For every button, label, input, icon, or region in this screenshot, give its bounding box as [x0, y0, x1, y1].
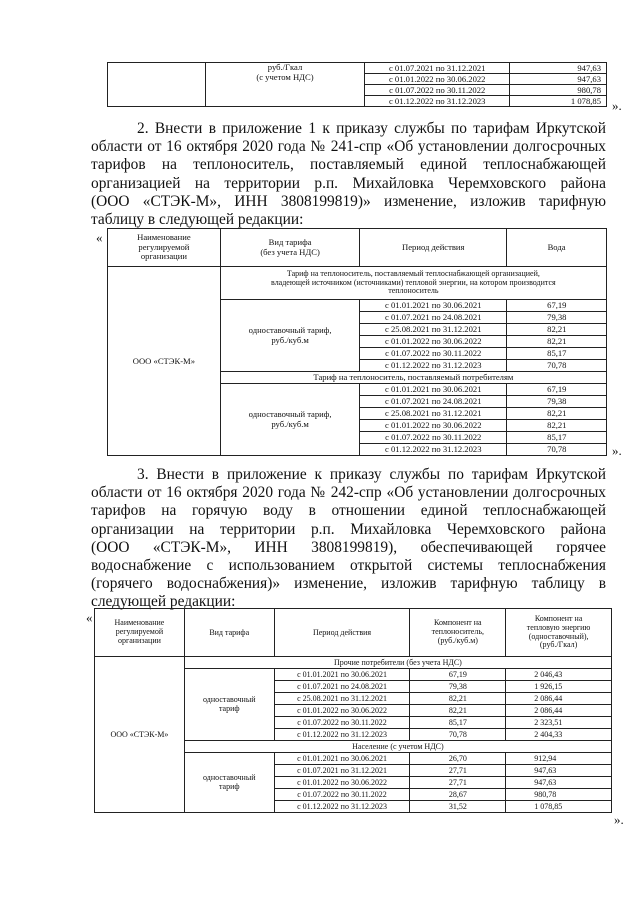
component-2-cell: 2 323,51 [506, 717, 612, 729]
paragraph-line: (ООО «СТЭК-М», ИНН 3808199819)» изменение, изложив тарифную [91, 192, 606, 210]
table3-open-quote: « [86, 610, 93, 625]
period-cell: с 01.01.2022 по 30.06.2022 [360, 336, 507, 348]
paragraph-line: следующей редакции: [91, 593, 236, 611]
org-name-cell: ООО «СТЭК-М» [108, 267, 221, 456]
value-cell: 82,21 [507, 324, 607, 336]
period-cell: с 01.01.2021 по 30.06.2021 [360, 384, 507, 396]
paragraph-line: (горячего водоснабжения)» изменение, изложив тарифную таблицу в [91, 575, 606, 593]
section-heading: Тариф на теплоноситель, поставляемый теплоснабжающей организацией, владеющей источником (источниками) тепловой энергии, на котором производится теплоноситель [220, 267, 606, 300]
component-2-cell: 912,94 [506, 753, 612, 765]
component-1-cell: 31,52 [410, 801, 506, 813]
paragraph-line: водоснабжение с использованием открытой системы теплоснабжения [91, 557, 606, 575]
value-cell: 82,21 [507, 336, 607, 348]
paragraph-line: организацией на территории р.п. Михайловка Черемховского района [91, 174, 606, 192]
tariff-type-cell: одноставочный тариф, руб./куб.м [220, 300, 360, 372]
period-cell: с 01.07.2022 по 30.11.2022 [274, 789, 410, 801]
paragraph-line: организации на территории р.п. Михайловка Черемховского района [91, 520, 606, 538]
period-cell: с 01.07.2021 по 24.08.2021 [360, 312, 507, 324]
component-1-cell: 67,19 [410, 669, 506, 681]
period-cell: с 01.07.2022 по 30.11.2022 [274, 717, 410, 729]
period-cell: с 01.07.2022 по 30.11.2022 [360, 432, 507, 444]
period-cell: с 01.12.2022 по 31.12.2023 [274, 801, 410, 813]
period-cell: с 01.01.2022 по 30.06.2022 [274, 777, 410, 789]
top-value: 947,63 [510, 74, 607, 85]
top-period: с 01.01.2022 по 30.06.2022 [365, 74, 510, 85]
value-cell: 67,19 [507, 300, 607, 312]
header-org: Наименование регулируемой организации [108, 229, 221, 267]
org-name-cell: ООО «СТЭК-М» [95, 657, 185, 813]
header-component-heat-carrier: Компонент на теплоноситель, (руб./куб.м) [410, 609, 506, 657]
value-cell: 79,38 [507, 312, 607, 324]
component-2-cell: 2 046,43 [506, 669, 612, 681]
paragraph-line: тарифов на горячую воду в отношении единой теплоснабжающей [91, 502, 606, 520]
header-org: Наименование регулируемой организации [95, 609, 185, 657]
value-cell: 70,78 [507, 444, 607, 456]
period-cell: с 01.01.2021 по 30.06.2021 [274, 753, 410, 765]
period-cell: с 01.01.2022 по 30.06.2022 [360, 420, 507, 432]
component-2-cell: 1 926,15 [506, 681, 612, 693]
component-2-cell: 2 086,44 [506, 693, 612, 705]
component-2-cell: 980,78 [506, 789, 612, 801]
tariff-type-cell: одноставочный тариф, руб./куб.м [220, 384, 360, 456]
table2-open-quote: « [96, 230, 103, 245]
period-cell: с 01.07.2021 по 24.08.2021 [360, 396, 507, 408]
value-cell: 82,21 [507, 420, 607, 432]
header-tariff-type: Вид тарифа (без учета НДС) [220, 229, 360, 267]
paragraph-line: тарифов на теплоноситель, поставляемый единой теплоснабжающей [91, 156, 606, 174]
period-cell: с 25.08.2021 по 31.12.2021 [360, 324, 507, 336]
header-tariff-type: Вид тарифа [184, 609, 274, 657]
component-1-cell: 26,70 [410, 753, 506, 765]
period-cell: с 01.07.2021 по 24.08.2021 [274, 681, 410, 693]
paragraph-line: 3. Внести в приложение к приказу службы по тарифам Иркутской [137, 466, 606, 483]
period-cell: с 25.08.2021 по 31.12.2021 [360, 408, 507, 420]
component-2-cell: 2 404,33 [506, 729, 612, 741]
period-cell: с 01.07.2021 по 31.12.2021 [274, 765, 410, 777]
period-cell: с 01.12.2022 по 31.12.2023 [360, 444, 507, 456]
component-2-cell: 1 078,85 [506, 801, 612, 813]
period-cell: с 25.08.2021 по 31.12.2021 [274, 693, 410, 705]
period-cell: с 01.12.2022 по 31.12.2023 [360, 360, 507, 372]
top-period: с 01.12.2022 по 31.12.2023 [365, 96, 510, 107]
top-close-quote: ». [612, 98, 622, 113]
teplonositel-tariff-table [107, 228, 607, 456]
section-heading: Тариф на теплоноситель, поставляемый потребителям [220, 372, 606, 384]
top-org-cell [108, 63, 206, 107]
header-component-heat-energy: Компонент на тепловую энергию (одноставочный), (руб./Гкал) [506, 609, 612, 657]
top-value: 980,78 [510, 85, 607, 96]
top-period: с 01.07.2021 по 31.12.2021 [365, 63, 510, 74]
component-1-cell: 28,67 [410, 789, 506, 801]
tariff-type-cell: одноставочный тариф [184, 669, 274, 741]
paragraph-line: таблицу в следующей редакции: [91, 211, 304, 229]
table2-close-quote: ». [612, 443, 622, 458]
value-cell: 70,78 [507, 360, 607, 372]
top-value: 1 078,85 [510, 96, 607, 107]
top-tariff-table [107, 62, 607, 107]
component-1-cell: 79,38 [410, 681, 506, 693]
paragraph-line: области от 16 октября 2020 года № 242-спр «Об установлении долгосрочных [91, 484, 606, 502]
value-cell: 67,19 [507, 384, 607, 396]
value-cell: 82,21 [507, 408, 607, 420]
component-1-cell: 82,21 [410, 705, 506, 717]
value-cell: 85,17 [507, 432, 607, 444]
top-unit-cell: руб./Гкал (с учетом НДС) [205, 63, 365, 107]
top-period: с 01.07.2022 по 30.11.2022 [365, 85, 510, 96]
header-water: Вода [507, 229, 607, 267]
top-value: 947,63 [510, 63, 607, 74]
paragraph-3 [91, 466, 606, 612]
period-cell: с 01.01.2022 по 30.06.2022 [274, 705, 410, 717]
component-2-cell: 947,63 [506, 765, 612, 777]
component-2-cell: 947,63 [506, 777, 612, 789]
paragraph-line: (ООО «СТЭК-М», ИНН 3808199819), обеспечивающей горячее [91, 538, 606, 556]
paragraph-line: 2. Внести в приложение 1 к приказу службы по тарифам Иркутской [137, 120, 606, 137]
period-cell: с 01.12.2022 по 31.12.2023 [274, 729, 410, 741]
paragraph-line: области от 16 октября 2020 года № 241-спр «Об установлении долгосрочных [91, 138, 606, 156]
section-heading: Прочие потребители (без учета НДС) [184, 657, 611, 669]
component-1-cell: 85,17 [410, 717, 506, 729]
value-cell: 85,17 [507, 348, 607, 360]
period-cell: с 01.01.2021 по 30.06.2021 [360, 300, 507, 312]
period-cell: с 01.07.2022 по 30.11.2022 [360, 348, 507, 360]
component-1-cell: 27,71 [410, 765, 506, 777]
header-period: Период действия [274, 609, 410, 657]
header-period: Период действия [360, 229, 507, 267]
component-2-cell: 2 086,44 [506, 705, 612, 717]
component-1-cell: 70,78 [410, 729, 506, 741]
period-cell: с 01.01.2021 по 30.06.2021 [274, 669, 410, 681]
table3-close-quote: ». [614, 812, 624, 827]
component-1-cell: 27,71 [410, 777, 506, 789]
tariff-type-cell: одноставочный тариф [184, 753, 274, 813]
paragraph-2 [91, 120, 606, 229]
value-cell: 79,38 [507, 396, 607, 408]
section-heading: Население (с учетом НДС) [184, 741, 611, 753]
hot-water-tariff-table [94, 608, 612, 813]
component-1-cell: 82,21 [410, 693, 506, 705]
